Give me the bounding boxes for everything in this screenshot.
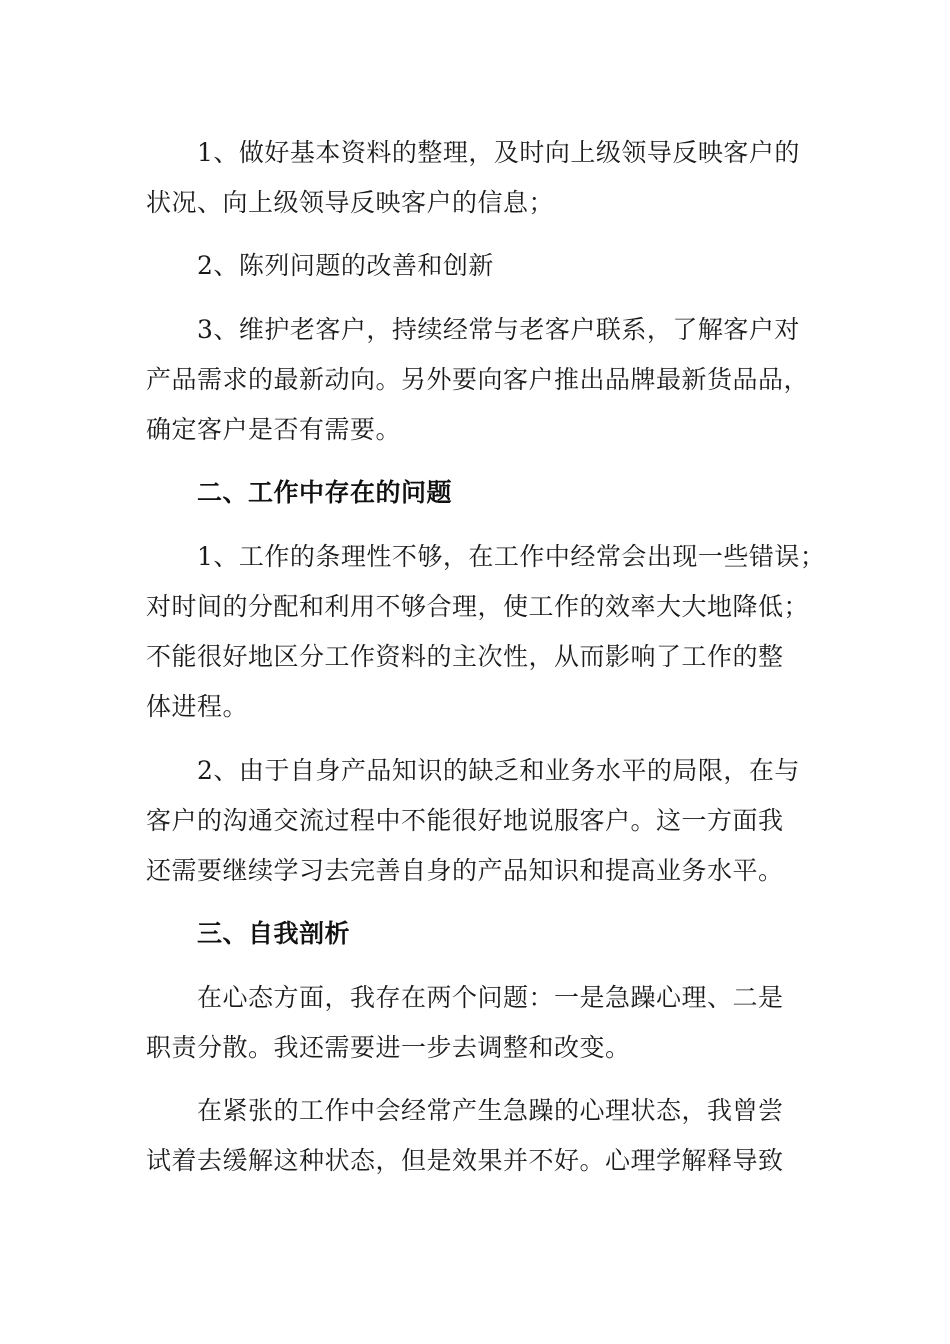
- section-heading: 二、工作中存在的问题: [197, 478, 453, 507]
- paragraph-line: 2、陈列问题的改善和创新: [197, 251, 494, 280]
- paragraph-line: 职责分散。我还需要进一步去调整和改变。: [146, 1033, 631, 1062]
- paragraph-line: 产品需求的最新动向。另外要向客户推出品牌最新货品品，: [146, 365, 810, 394]
- paragraph-line: 状况、向上级领导反映客户的信息；: [146, 188, 555, 217]
- paragraph-line: 对时间的分配和利用不够合理，使工作的效率大大地降低；: [146, 592, 810, 621]
- paragraph-line: 3、维护老客户，持续经常与老客户联系，了解客户对: [197, 315, 800, 344]
- paragraph-line: 体进程。: [146, 692, 249, 721]
- paragraph-line: 1、做好基本资料的整理，及时向上级领导反映客户的: [197, 138, 800, 167]
- paragraph-line: 试着去缓解这种状态，但是效果并不好。心理学解释导致: [146, 1146, 784, 1175]
- paragraph-line: 在心态方面，我存在两个问题：一是急躁心理、二是: [197, 983, 784, 1012]
- paragraph-line: 客户的沟通交流过程中不能很好地说服客户。这一方面我: [146, 806, 784, 835]
- paragraph-line: 2、由于自身产品知识的缺乏和业务水平的局限，在与: [197, 756, 800, 785]
- paragraph-line: 1、工作的条理性不够，在工作中经常会出现一些错误；: [197, 542, 826, 571]
- paragraph-line: 还需要继续学习去完善自身的产品知识和提高业务水平。: [146, 856, 784, 885]
- paragraph-line: 在紧张的工作中会经常产生急躁的心理状态，我曾尝: [197, 1096, 784, 1125]
- paragraph-line: 确定客户是否有需要。: [146, 415, 402, 444]
- section-heading: 三、自我剖析: [197, 919, 351, 948]
- paragraph-line: 不能很好地区分工作资料的主次性，从而影响了工作的整: [146, 642, 784, 671]
